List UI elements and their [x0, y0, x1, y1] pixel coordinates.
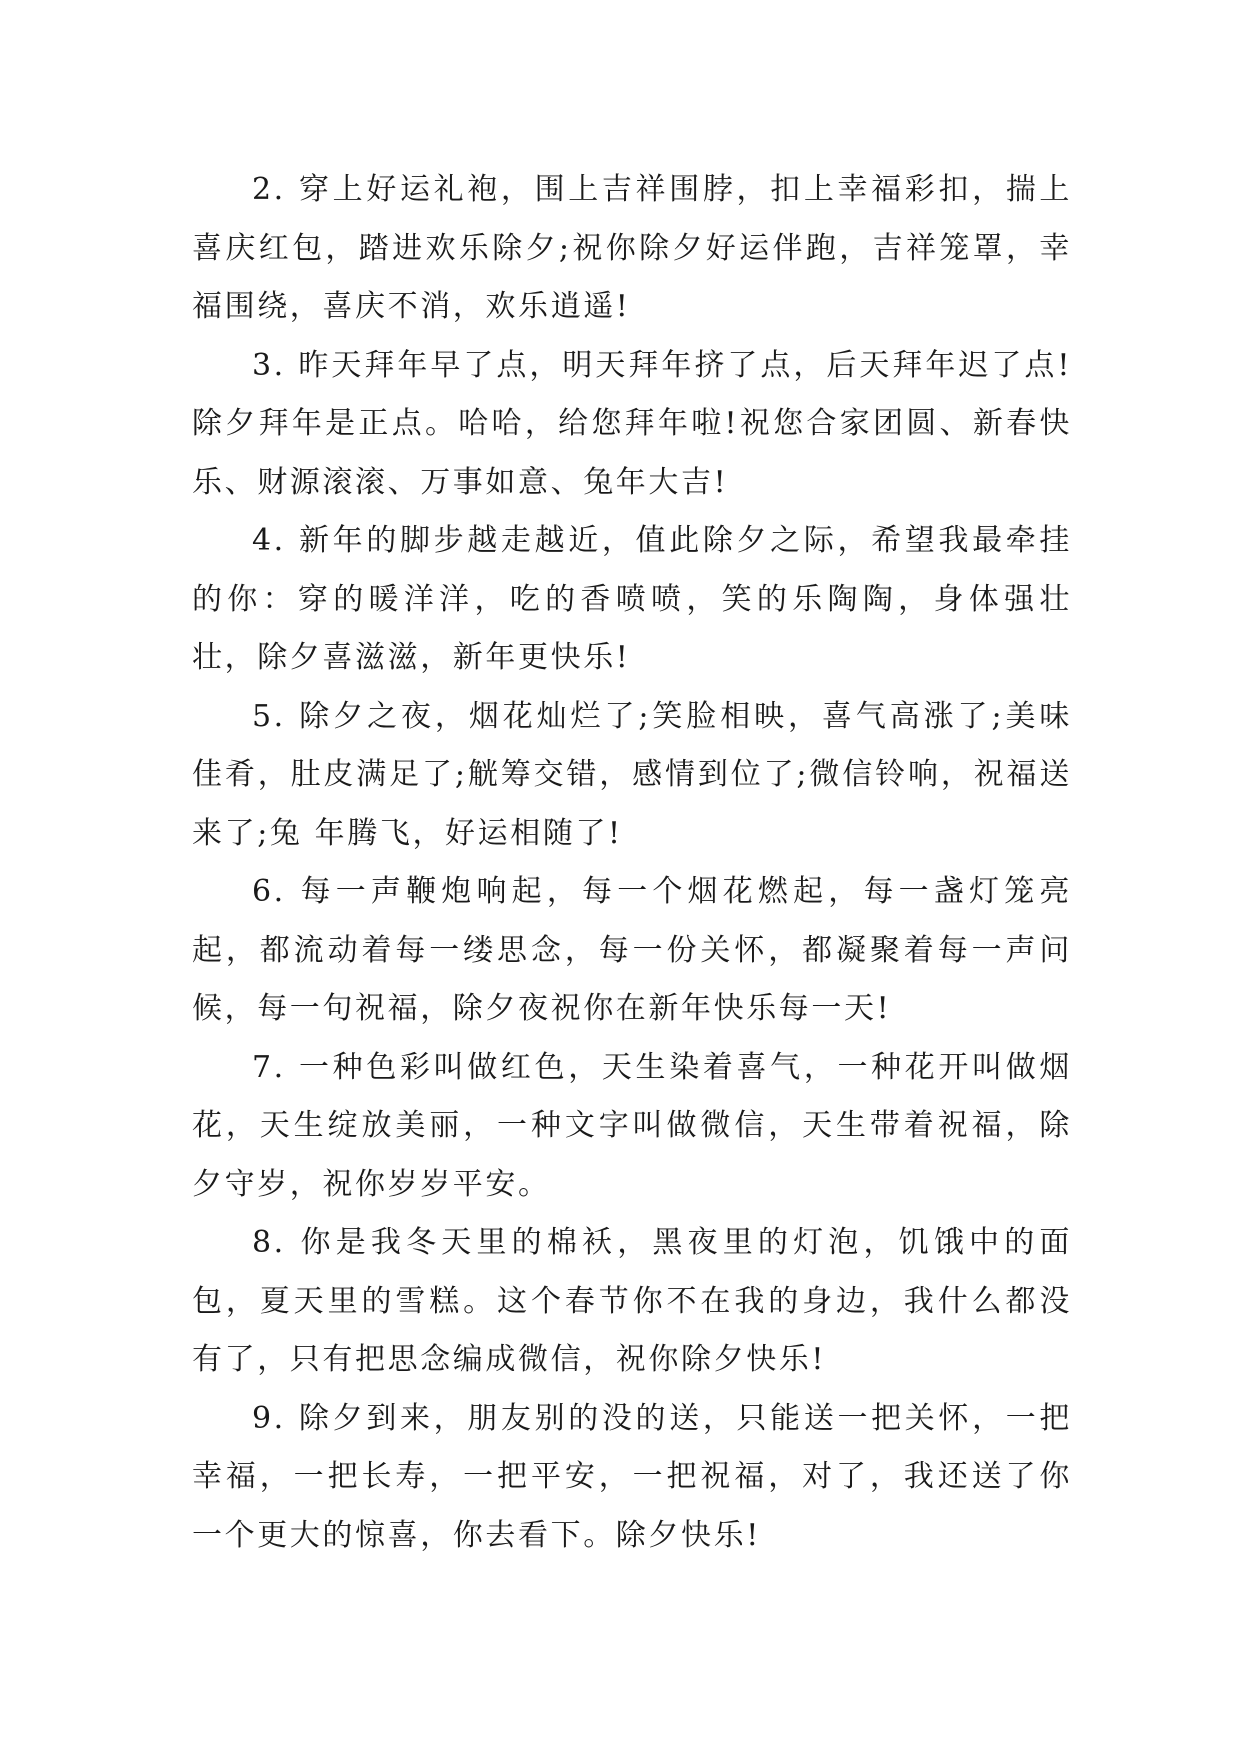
paragraph-4: 4. 新年的脚步越走越近，值此除夕之际，希望我最牵挂的你：穿的暖洋洋，吃的香喷喷，笑的乐陶陶，身体强壮壮，除夕喜滋滋，新年更快乐!: [192, 523, 1072, 675]
paragraph-3: 3. 昨天拜年早了点，明天拜年挤了点，后天拜年迟了点!除夕拜年是正点。哈哈，给您拜年啦!祝您合家团圆、新春快乐、财源滚滚、万事如意、兔年大吉!: [192, 347, 1072, 500]
paragraph-5: 5. 除夕之夜，烟花灿烂了;笑脸相映，喜气高涨了;美味佳肴，肚皮满足了;觥筹交错，感情到位了;微信铃响，祝福送来了;兔 年腾飞，好运相随了!: [192, 698, 1072, 851]
paragraph-2: 2. 穿上好运礼袍，围上吉祥围脖，扣上幸福彩扣，揣上喜庆红包，踏进欢乐除夕;祝你除夕好运伴跑，吉祥笼罩，幸福围绕，喜庆不消，欢乐逍遥!: [192, 172, 1072, 324]
document-body: [192, 161, 1072, 1565]
paragraph-7: 7. 一种色彩叫做红色，天生染着喜气，一种花开叫做烟花，天生绽放美丽，一种文字叫做微信，天生带着祝福，除夕守岁，祝你岁岁平安。: [192, 1049, 1072, 1202]
paragraph-9: 9. 除夕到来，朋友别的没的送，只能送一把关怀，一把幸福，一把长寿，一把平安，一把祝福，对了，我还送了你一个更大的惊喜，你去看下。除夕快乐!: [192, 1400, 1072, 1553]
paragraph-8: 8. 你是我冬天里的棉袄，黑夜里的灯泡，饥饿中的面包，夏天里的雪糕。这个春节你不在我的身边，我什么都没有了，只有把思念编成微信，祝你除夕快乐!: [192, 1225, 1072, 1377]
paragraph-6: 6. 每一声鞭炮响起，每一个烟花燃起，每一盏灯笼亮起，都流动着每一缕思念，每一份关怀，都凝聚着每一声问候，每一句祝福，除夕夜祝你在新年快乐每一天!: [192, 874, 1072, 1026]
